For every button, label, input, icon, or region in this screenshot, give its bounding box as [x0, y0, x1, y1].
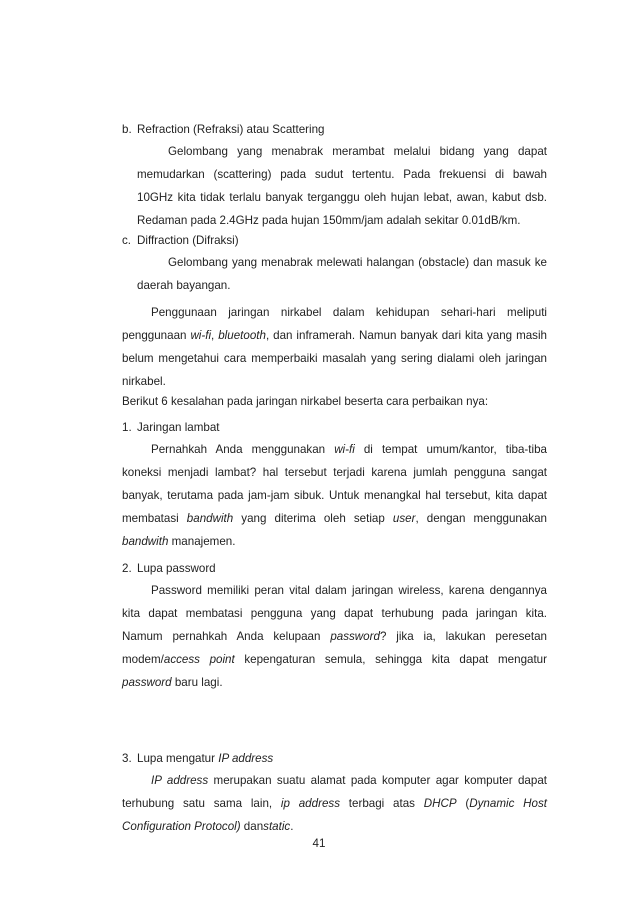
section-c-heading: c. Diffraction (Difraksi) [122, 234, 239, 247]
item-2-line-5: password baru lagi. [122, 676, 223, 689]
page-number: 41 [312, 837, 326, 850]
section-b-heading: b. Refraction (Refraksi) atau Scattering [122, 123, 325, 136]
item-1-line-2: koneksi menjadi lambat? hal tersebut terjadi karena jumlah pengguna sangat [122, 466, 547, 479]
item-2-line-2: kita dapat membatasi pengguna yang dapat terhubung pada jaringan kita. [122, 607, 547, 620]
item-1-heading: 1. Jaringan lambat [122, 421, 220, 434]
item-1-line-5: bandwith manajemen. [122, 535, 236, 548]
intro-line-3: belum mengetahui cara memperbaiki masalah yang sering dialami oleh jaringan [122, 352, 547, 365]
section-b-line-3: 10GHz kita tidak terlalu banyak terganggu oleh hujan lebat, awan, kabut dsb. [137, 191, 547, 204]
section-b-line-4: Redaman pada 2.4GHz pada hujan 150mm/jam adalah sekitar 0.01dB/km. [137, 214, 521, 227]
section-c-line-1: Gelombang yang menabrak melewati halangan (obstacle) dan masuk ke [168, 256, 547, 269]
section-c-line-2: daerah bayangan. [137, 279, 231, 292]
item-3-heading: 3. Lupa mengatur IP address [122, 752, 274, 765]
intro-line-4: nirkabel. [122, 375, 166, 388]
item-1-line-3: banyak, terutama pada jam-jam sibuk. Untuk menangkal hal tersebut, kita dapat [122, 489, 547, 502]
item-2-line-4: modem/access point kepengaturan semula, sehingga kita dapat mengatur [122, 653, 547, 666]
item-2-line-3: Namum pernahkah Anda kelupaan password? jika ia, lakukan peresetan [122, 630, 547, 643]
item-3-line-1: IP address merupakan suatu alamat pada komputer agar komputer dapat [151, 774, 547, 787]
item-1-line-4: membatasi bandwith yang diterima oleh setiap user, dengan menggunakan [122, 512, 548, 525]
item-1-line-1: Pernahkah Anda menggunakan wi-fi di tempat umum/kantor, tiba-tiba [151, 443, 547, 456]
intro-line-1: Penggunaan jaringan nirkabel dalam kehidupan sehari-hari meliputi [151, 306, 547, 319]
intro-line-2: penggunaan wi-fi, bluetooth, dan inframerah. Namun banyak dari kita yang masih [122, 329, 547, 342]
item-3-line-2: terhubung satu sama lain, ip address terbagi atas DHCP (Dynamic Host [122, 797, 547, 810]
item-2-heading: 2. Lupa password [122, 562, 216, 575]
item-3-line-3: Configuration Protocol) danstatic. [122, 820, 294, 833]
section-b-line-1: Gelombang yang menabrak merambat melalui bidang yang dapat [168, 145, 547, 158]
intro-line-5: Berikut 6 kesalahan pada jaringan nirkabel beserta cara perbaikan nya: [122, 395, 489, 408]
item-2-line-1: Password memiliki peran vital dalam jaringan wireless, karena dengannya [151, 584, 547, 597]
section-b-line-2: memudarkan (scattering) pada sudut tertentu. Pada frekuensi di bawah [137, 168, 547, 181]
